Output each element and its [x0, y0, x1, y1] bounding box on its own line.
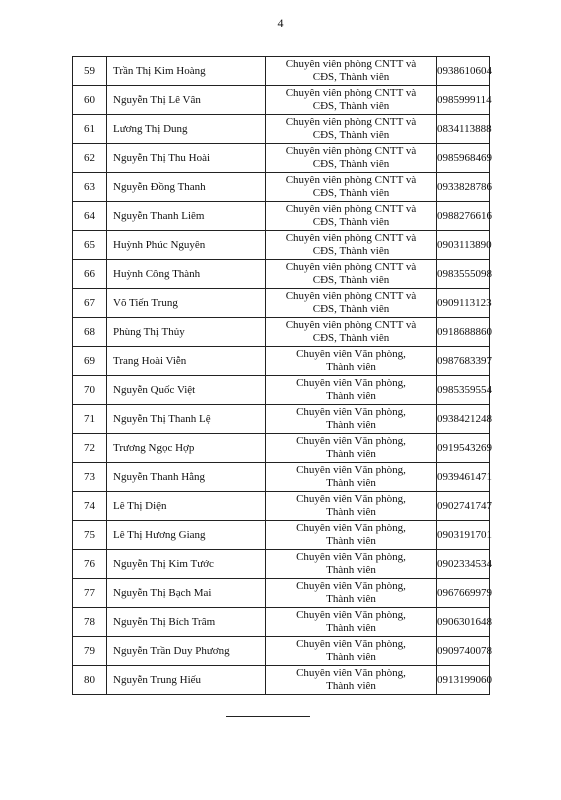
table-row	[73, 144, 490, 173]
member-role-line2: Thành viên	[326, 564, 376, 576]
table-row	[73, 173, 490, 202]
member-role-line1: Chuyên viên Văn phòng,	[296, 551, 406, 563]
member-role	[266, 144, 437, 173]
member-role-line2: CĐS, Thành viên	[312, 245, 390, 257]
member-phone: 0918688860	[437, 318, 490, 347]
member-role-line1: Chuyên viên Văn phòng,	[296, 464, 406, 476]
row-number: 72	[73, 434, 107, 463]
member-role-line1: Chuyên viên phòng CNTT và	[285, 87, 417, 99]
member-role	[266, 318, 437, 347]
member-role	[266, 289, 437, 318]
member-role	[266, 173, 437, 202]
member-name: Huỳnh Phúc Nguyên	[107, 231, 266, 260]
row-number: 76	[73, 550, 107, 579]
member-role-line1: Chuyên viên phòng CNTT và	[285, 261, 417, 273]
table-row	[73, 608, 490, 637]
member-name: Trần Thị Kim Hoàng	[107, 57, 266, 86]
member-table-body	[73, 57, 490, 695]
row-number: 80	[73, 666, 107, 695]
member-role-line2: Thành viên	[326, 506, 376, 518]
member-table	[72, 56, 490, 695]
row-number: 78	[73, 608, 107, 637]
table-row	[73, 550, 490, 579]
member-name: Phùng Thị Thủy	[107, 318, 266, 347]
member-phone: 0939461471	[437, 463, 490, 492]
member-name: Lê Thị Hương Giang	[107, 521, 266, 550]
member-name: Nguyễn Thị Thu Hoài	[107, 144, 266, 173]
member-name: Nguyễn Thị Bích Trâm	[107, 608, 266, 637]
member-role-line2: Thành viên	[326, 448, 376, 460]
member-role	[266, 579, 437, 608]
member-role	[266, 550, 437, 579]
member-role	[266, 231, 437, 260]
table-row	[73, 637, 490, 666]
member-phone: 0909113123	[437, 289, 490, 318]
member-phone: 0913199060	[437, 666, 490, 695]
member-name: Lê Thị Diện	[107, 492, 266, 521]
member-role	[266, 608, 437, 637]
member-name: Trương Ngọc Hợp	[107, 434, 266, 463]
member-role-line2: Thành viên	[326, 622, 376, 634]
table-row	[73, 231, 490, 260]
member-role-line1: Chuyên viên phòng CNTT và	[285, 58, 417, 70]
row-number: 60	[73, 86, 107, 115]
member-role-line2: Thành viên	[326, 419, 376, 431]
member-role	[266, 57, 437, 86]
table-row	[73, 202, 490, 231]
member-role	[266, 637, 437, 666]
member-phone: 0902741747	[437, 492, 490, 521]
member-role-line2: CĐS, Thành viên	[312, 274, 390, 286]
member-name: Nguyễn Thanh Hằng	[107, 463, 266, 492]
table-row	[73, 115, 490, 144]
member-role-line2: Thành viên	[326, 593, 376, 605]
table-row	[73, 318, 490, 347]
table-row	[73, 260, 490, 289]
row-number: 64	[73, 202, 107, 231]
member-name: Nguyễn Thanh Liêm	[107, 202, 266, 231]
member-name: Võ Tiến Trung	[107, 289, 266, 318]
member-role-line1: Chuyên viên phòng CNTT và	[285, 116, 417, 128]
member-phone: 0933828786	[437, 173, 490, 202]
member-role	[266, 86, 437, 115]
member-role	[266, 347, 437, 376]
page-number: 4	[277, 16, 284, 30]
row-number: 75	[73, 521, 107, 550]
member-role-line2: CĐS, Thành viên	[312, 71, 390, 83]
member-role-line1: Chuyên viên Văn phòng,	[296, 348, 406, 360]
member-name: Nguyễn Thị Kim Tước	[107, 550, 266, 579]
row-number: 73	[73, 463, 107, 492]
table-row	[73, 434, 490, 463]
member-name: Nguyễn Trung Hiếu	[107, 666, 266, 695]
member-role-line2: CĐS, Thành viên	[312, 303, 390, 315]
member-role-line2: Thành viên	[326, 651, 376, 663]
member-role	[266, 376, 437, 405]
table-row	[73, 492, 490, 521]
table-row	[73, 86, 490, 115]
member-role-line1: Chuyên viên phòng CNTT và	[285, 319, 417, 331]
member-role	[266, 492, 437, 521]
footer-divider	[226, 716, 310, 717]
row-number: 59	[73, 57, 107, 86]
member-name: Nguyễn Thị Thanh Lệ	[107, 405, 266, 434]
member-role-line1: Chuyên viên Văn phòng,	[296, 609, 406, 621]
member-phone: 0983555098	[437, 260, 490, 289]
member-role-line2: Thành viên	[326, 390, 376, 402]
member-role	[266, 434, 437, 463]
member-role-line2: CĐS, Thành viên	[312, 332, 390, 344]
member-name: Huỳnh Công Thành	[107, 260, 266, 289]
member-role-line1: Chuyên viên phòng CNTT và	[285, 203, 417, 215]
member-phone: 0985359554	[437, 376, 490, 405]
table-row	[73, 405, 490, 434]
member-role	[266, 405, 437, 434]
member-name: Nguyễn Đồng Thanh	[107, 173, 266, 202]
member-role-line1: Chuyên viên Văn phòng,	[296, 406, 406, 418]
member-role-line1: Chuyên viên Văn phòng,	[296, 580, 406, 592]
row-number: 63	[73, 173, 107, 202]
row-number: 77	[73, 579, 107, 608]
table-row	[73, 463, 490, 492]
member-phone: 0834113888	[437, 115, 490, 144]
row-number: 65	[73, 231, 107, 260]
table-row	[73, 579, 490, 608]
member-role	[266, 521, 437, 550]
member-role-line2: Thành viên	[326, 535, 376, 547]
member-phone: 0906301648	[437, 608, 490, 637]
table-row	[73, 347, 490, 376]
row-number: 67	[73, 289, 107, 318]
member-role-line1: Chuyên viên Văn phòng,	[296, 667, 406, 679]
member-role	[266, 115, 437, 144]
table-row	[73, 521, 490, 550]
member-role-line1: Chuyên viên Văn phòng,	[296, 493, 406, 505]
member-phone: 0903113890	[437, 231, 490, 260]
member-role-line1: Chuyên viên Văn phòng,	[296, 638, 406, 650]
table-row	[73, 666, 490, 695]
member-role-line1: Chuyên viên Văn phòng,	[296, 435, 406, 447]
member-role-line1: Chuyên viên Văn phòng,	[296, 377, 406, 389]
member-phone: 0988276616	[437, 202, 490, 231]
member-role	[266, 463, 437, 492]
member-role-line2: Thành viên	[326, 680, 376, 692]
member-phone: 0903191701	[437, 521, 490, 550]
table-row	[73, 376, 490, 405]
member-phone: 0909740078	[437, 637, 490, 666]
member-role-line2: CĐS, Thành viên	[312, 129, 390, 141]
member-role-line2: CĐS, Thành viên	[312, 158, 390, 170]
member-role-line2: CĐS, Thành viên	[312, 100, 390, 112]
row-number: 68	[73, 318, 107, 347]
member-phone: 0902334534	[437, 550, 490, 579]
member-name: Nguyễn Thị Lê Vân	[107, 86, 266, 115]
member-role-line2: Thành viên	[326, 361, 376, 373]
row-number: 70	[73, 376, 107, 405]
member-role-line1: Chuyên viên phòng CNTT và	[285, 232, 417, 244]
member-role	[266, 260, 437, 289]
member-phone: 0967669979	[437, 579, 490, 608]
member-name: Nguyễn Thị Bạch Mai	[107, 579, 266, 608]
member-role-line1: Chuyên viên phòng CNTT và	[285, 145, 417, 157]
member-role-line1: Chuyên viên Văn phòng,	[296, 522, 406, 534]
row-number: 71	[73, 405, 107, 434]
member-name: Lương Thị Dung	[107, 115, 266, 144]
member-name: Trang Hoài Viễn	[107, 347, 266, 376]
member-role	[266, 666, 437, 695]
member-phone: 0985968469	[437, 144, 490, 173]
member-name: Nguyễn Quốc Việt	[107, 376, 266, 405]
member-phone: 0985999114	[437, 86, 490, 115]
table-row	[73, 57, 490, 86]
row-number: 62	[73, 144, 107, 173]
member-phone: 0938610604	[437, 57, 490, 86]
member-role-line1: Chuyên viên phòng CNTT và	[285, 174, 417, 186]
row-number: 66	[73, 260, 107, 289]
member-role-line1: Chuyên viên phòng CNTT và	[285, 290, 417, 302]
row-number: 79	[73, 637, 107, 666]
row-number: 69	[73, 347, 107, 376]
member-phone: 0938421248	[437, 405, 490, 434]
member-role-line2: Thành viên	[326, 477, 376, 489]
table-row	[73, 289, 490, 318]
member-role-line2: CĐS, Thành viên	[312, 216, 390, 228]
member-role	[266, 202, 437, 231]
member-role-line2: CĐS, Thành viên	[312, 187, 390, 199]
member-phone: 0987683397	[437, 347, 490, 376]
row-number: 74	[73, 492, 107, 521]
member-name: Nguyễn Trần Duy Phương	[107, 637, 266, 666]
row-number: 61	[73, 115, 107, 144]
member-phone: 0919543269	[437, 434, 490, 463]
